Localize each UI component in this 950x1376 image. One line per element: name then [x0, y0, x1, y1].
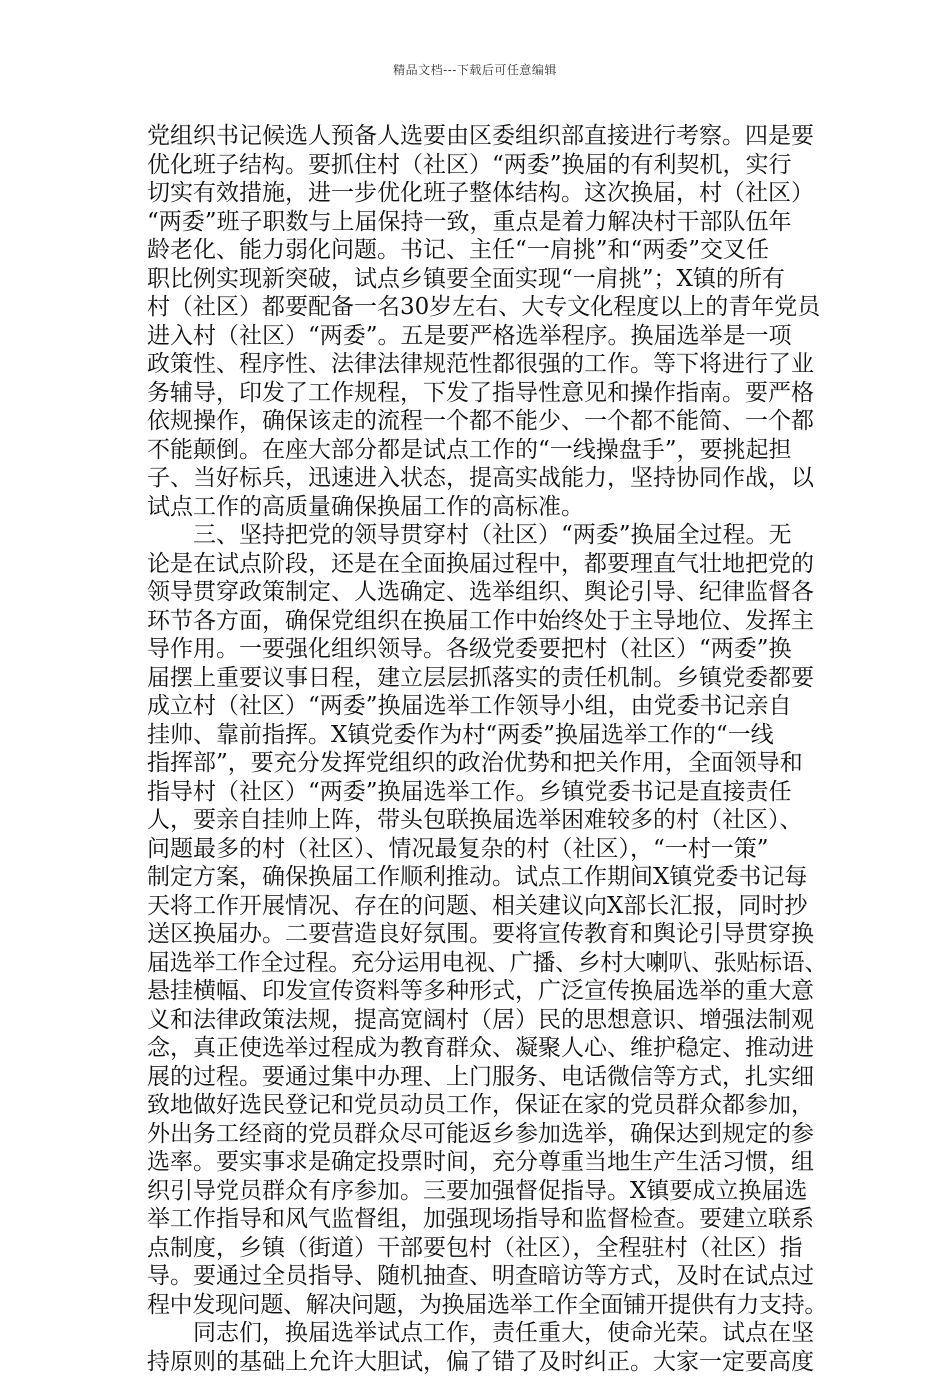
text-line: 届选举工作全过程。充分运用电视、广播、乡村大喇叭、张贴标语、	[147, 949, 827, 978]
text-line: 指导村（社区）“两委”换届选举工作。乡镇党委书记是直接责任	[147, 778, 827, 807]
text-line: 成立村（社区）“两委”换届选举工作领导小组，由党委书记亲自	[147, 692, 827, 721]
text-line: 试点工作的高质量确保换届工作的高标准。	[147, 493, 827, 522]
text-line: 职比例实现新突破，试点乡镇要全面实现“一肩挑”；X镇的所有	[147, 265, 827, 294]
text-line: 念，真正使选举过程成为教育群众、凝聚人心、维护稳定、推动进	[147, 1034, 827, 1063]
text-line: 环节各方面，确保党组织在换届工作中始终处于主导地位、发挥主	[147, 607, 827, 636]
text-line: 持原则的基础上允许大胆试，偏了错了及时纠正。大家一定要高度	[147, 1348, 827, 1376]
text-line: 导。要通过全员指导、随机抽查、明查暗访等方式，及时在试点过	[147, 1262, 827, 1291]
text-line: 致地做好选民登记和党员动员工作，保证在家的党员群众都参加，	[147, 1091, 827, 1120]
text-line: 天将工作开展情况、存在的问题、相关建议向X部长汇报，同时抄	[147, 892, 827, 921]
text-line: 外出务工经商的党员群众尽可能返乡参加选举，确保达到规定的参	[147, 1120, 827, 1149]
text-line: 三、坚持把党的领导贯穿村（社区）“两委”换届全过程。无	[147, 521, 827, 550]
text-line: 义和法律政策法规，提高宽阔村（居）民的思想意识、增强法制观	[147, 1006, 827, 1035]
text-line: 进入村（社区）“两委”。五是要严格选举程序。换届选举是一项	[147, 322, 827, 351]
text-line: 展的过程。要通过集中办理、上门服务、电话微信等方式，扎实细	[147, 1063, 827, 1092]
text-line: 党组织书记候选人预备人选要由区委组织部直接进行考察。四是要	[147, 122, 827, 151]
text-line: 优化班子结构。要抓住村（社区）“两委”换届的有利契机，实行	[147, 151, 827, 180]
text-line: 子、当好标兵，迅速进入状态，提高实战能力，坚持协同作战，以	[147, 464, 827, 493]
text-line: 织引导党员群众有序参加。三要加强督促指导。X镇要成立换届选	[147, 1177, 827, 1206]
text-line: 导作用。一要强化组织领导。各级党委要把村（社区）“两委”换	[147, 635, 827, 664]
text-line: 村（社区）都要配备一名30岁左右、大专文化程度以上的青年党员	[147, 293, 827, 322]
text-line: 挂帅、靠前指挥。X镇党委作为村“两委”换届选举工作的“一线	[147, 721, 827, 750]
text-line: 点制度，乡镇（街道）干部要包村（社区），全程驻村（社区）指	[147, 1234, 827, 1263]
text-line: “两委”班子职数与上届保持一致，重点是着力解决村干部队伍年	[147, 208, 827, 237]
text-line: 切实有效措施，进一步优化班子整体结构。这次换届，村（社区）	[147, 179, 827, 208]
text-line: 同志们，换届选举试点工作，责任重大，使命光荣。试点在坚	[147, 1319, 827, 1348]
text-line: 问题最多的村（社区）、情况最复杂的村（社区），“一村一策”	[147, 835, 827, 864]
text-line: 领导贯穿政策制定、人选确定、选举组织、舆论引导、纪律监督各	[147, 578, 827, 607]
text-line: 悬挂横幅、印发宣传资料等多种形式，广泛宣传换届选举的重大意	[147, 977, 827, 1006]
text-line: 论是在试点阶段，还是在全面换届过程中，都要理直气壮地把党的	[147, 550, 827, 579]
text-line: 人，要亲自挂帅上阵，带头包联换届选举困难较多的村（社区）、	[147, 806, 827, 835]
text-line: 指挥部”，要充分发挥党组织的政治优势和把关作用，全面领导和	[147, 749, 827, 778]
text-line: 务辅导，印发了工作规程，下发了指导性意见和操作指南。要严格	[147, 379, 827, 408]
text-line: 届摆上重要议事日程，建立层层抓落实的责任机制。乡镇党委都要	[147, 664, 827, 693]
text-line: 选率。要实事求是确定投票时间，充分尊重当地生产生活习惯，组	[147, 1148, 827, 1177]
text-line: 程中发现问题、解决问题，为换届选举工作全面铺开提供有力支持。	[147, 1291, 827, 1320]
text-line: 不能颠倒。在座大部分都是试点工作的“一线操盘手”，要挑起担	[147, 436, 827, 465]
page-header: 精品文档---下载后可任意编辑	[0, 62, 950, 78]
text-line: 举工作指导和风气监督组，加强现场指导和监督检查。要建立联系	[147, 1205, 827, 1234]
text-line: 送区换届办。二要营造良好氛围。要将宣传教育和舆论引导贯穿换	[147, 920, 827, 949]
document-body	[147, 122, 827, 1376]
text-line: 龄老化、能力弱化问题。书记、主任“一肩挑”和“两委”交叉任	[147, 236, 827, 265]
text-line: 依规操作，确保该走的流程一个都不能少、一个都不能简、一个都	[147, 407, 827, 436]
text-line: 政策性、程序性、法律法律规范性都很强的工作。等下将进行了业	[147, 350, 827, 379]
text-line: 制定方案，确保换届工作顺利推动。试点工作期间X镇党委书记每	[147, 863, 827, 892]
